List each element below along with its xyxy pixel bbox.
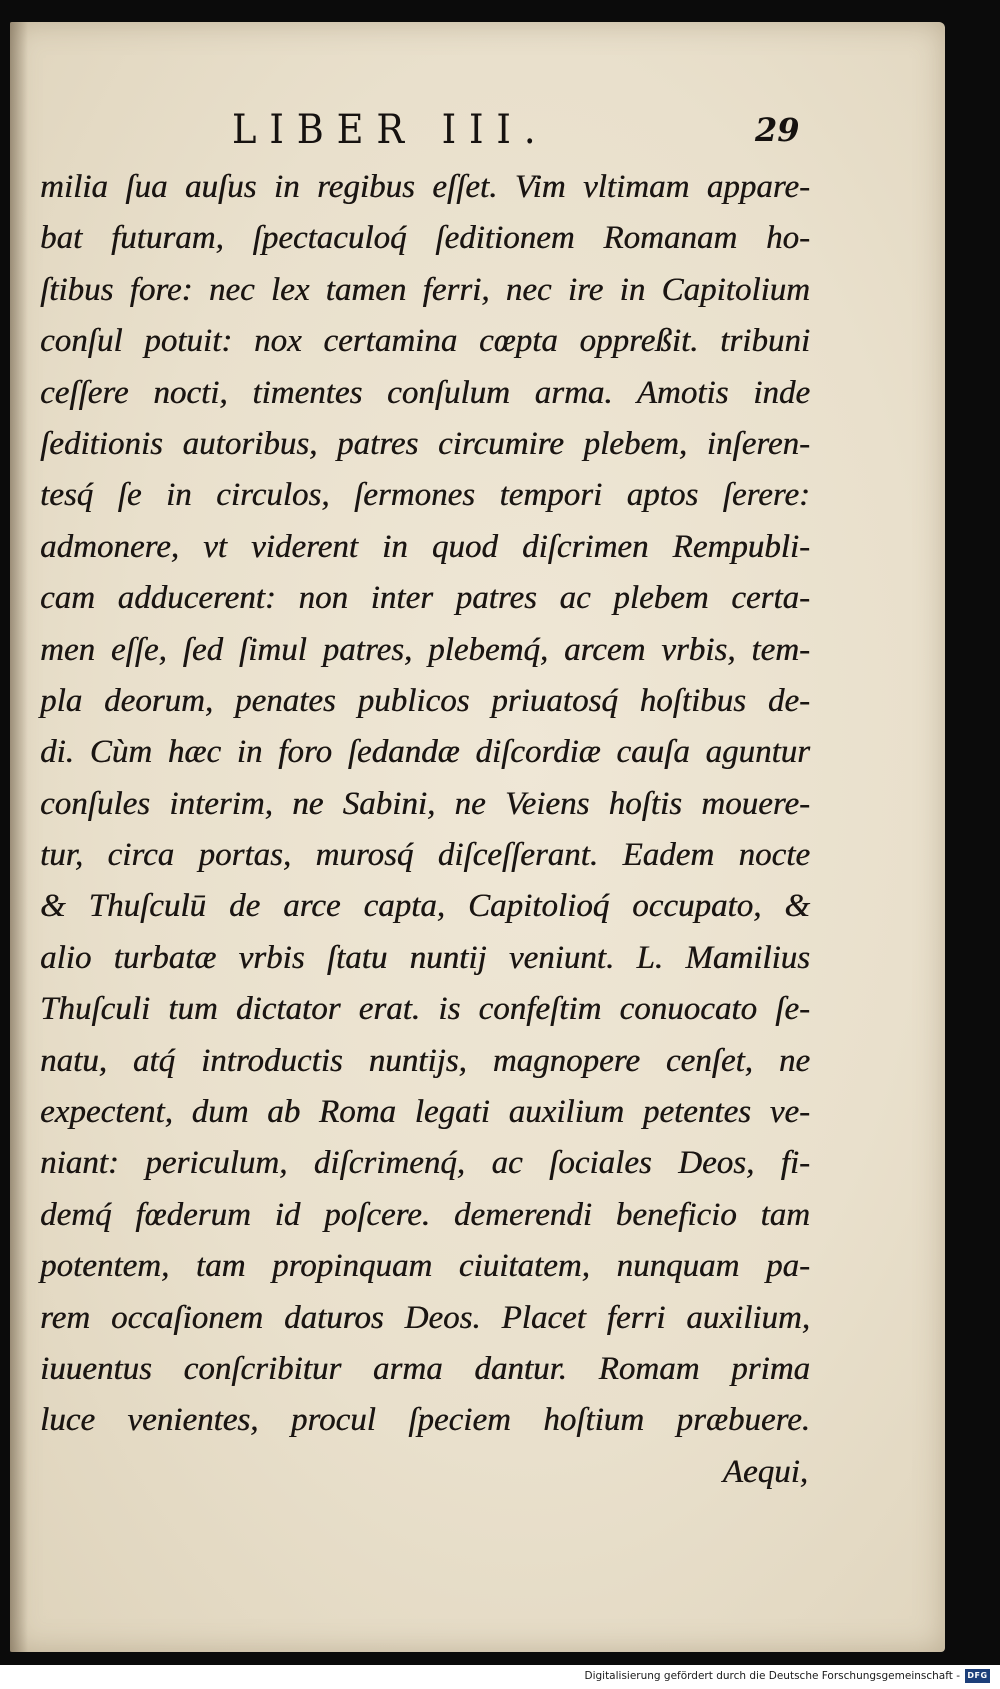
page-number: 29 xyxy=(755,111,800,149)
text-line: conſul potuit: nox certamina cœpta oppreßit. tribuni xyxy=(40,323,810,360)
funding-credit: Digitalisierung gefördert durch die Deutsche Forschungsgemeinschaft - xyxy=(584,1670,960,1682)
text-line: tur, circa portas, murosq́ diſceſſerant. Eadem nocte xyxy=(40,837,810,874)
text-block xyxy=(40,162,810,1498)
dfg-logo-icon: DFG xyxy=(965,1669,990,1683)
text-line: ſtibus fore: nec lex tamen ferri, nec ire in Capitolium xyxy=(40,271,810,308)
text-line: tesq́ ſe in circulos, ſermones tempori aptos ſerere: xyxy=(40,477,810,514)
text-line: milia ſua auſus in regibus eſſet. Vim vltimam appare- xyxy=(40,169,810,205)
catchword: Aequi, xyxy=(722,1453,808,1490)
text-line: alio turbatæ vrbis ſtatu nuntij veniunt. L. Mamilius xyxy=(40,939,810,976)
text-line: ceſſere nocti, timentes conſulum arma. Amotis inde xyxy=(40,374,810,411)
text-line: & Thuſculū de arce capta, Capitolioq́ occupato, & xyxy=(40,888,810,925)
text-line: men eſſe, ſed ſimul patres, plebemq́, arcem vrbis, tem- xyxy=(40,631,810,668)
text-line: potentem, tam propinquam ciuitatem, nunquam pa- xyxy=(40,1248,810,1285)
running-title: LIBER III. xyxy=(232,107,549,153)
digitization-footer xyxy=(0,1665,1000,1689)
text-line: conſules interim, ne Sabini, ne Veiens hoſtis mouere- xyxy=(40,785,810,822)
text-line: rem occaſionem daturos Deos. Placet ferri auxilium, xyxy=(40,1299,810,1336)
text-line: natu, atq́ introductis nuntijs, magnopere cenſet, ne xyxy=(40,1042,810,1079)
text-line: demq́ fœderum id poſcere. demerendi beneficio tam xyxy=(40,1196,810,1233)
text-line: pla deorum, penates publicos priuatosq́ hoſtibus de- xyxy=(40,682,810,719)
text-line: expectent, dum ab Roma legati auxilium petentes ve- xyxy=(40,1094,810,1131)
text-line: di. Cùm hæc in foro ſedandæ diſcordiæ cauſa aguntur xyxy=(40,734,810,771)
book-page xyxy=(10,22,945,1652)
text-line: iuuentus conſcribitur arma dantur. Romam prima xyxy=(40,1350,810,1387)
text-line: Thuſculi tum dictator erat. is confeſtim conuocato ſe- xyxy=(40,991,810,1028)
text-line: admonere, vt viderent in quod diſcrimen Rempubli- xyxy=(40,528,810,565)
text-line: ſeditionis autoribus, patres circumire plebem, inſeren- xyxy=(40,425,810,462)
text-line: niant: periculum, diſcrimenq́, ac ſociales Deos, fi- xyxy=(40,1145,810,1182)
text-line: bat futuram, ſpectaculoq́ ſeditionem Romanam ho- xyxy=(40,220,810,257)
text-line: luce venientes, procul ſpeciem hoſtium præbuere. xyxy=(40,1402,810,1439)
running-head xyxy=(10,100,945,160)
text-line: cam adducerent: non inter patres ac plebem certa- xyxy=(40,580,810,617)
